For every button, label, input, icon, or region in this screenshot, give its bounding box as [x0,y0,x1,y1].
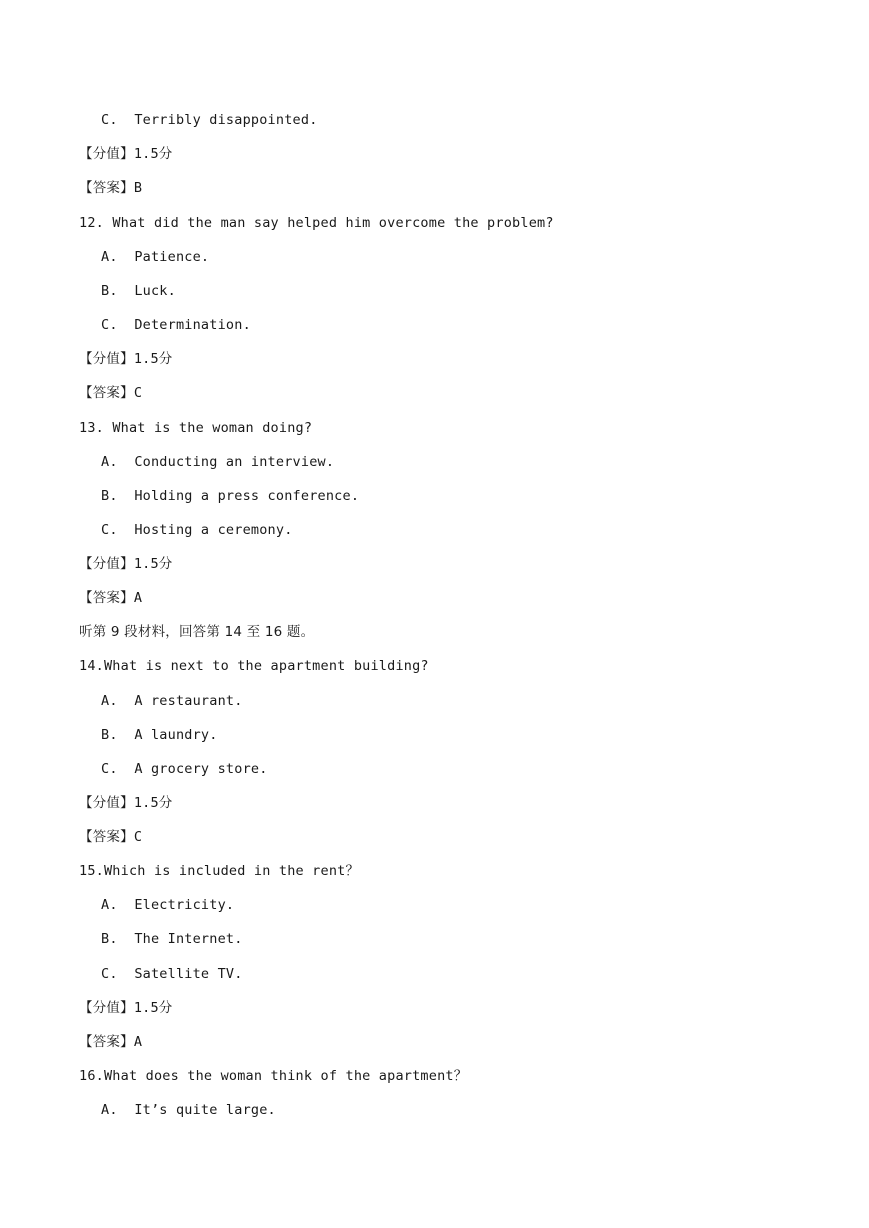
question-12: 12. What did the man say helped him overcome the problem? [79,215,554,231]
question-13: 13. What is the woman doing? [79,420,313,436]
score-15: 【分值】1.5分 [79,1000,173,1016]
answer-12: 【答案】C [79,385,143,401]
option-13c: C. Hosting a ceremony. [101,522,293,538]
option-13b: B. Holding a press conference. [101,488,360,504]
option-11c: C. Terribly disappointed. [101,112,318,128]
answer-14: 【答案】C [79,829,143,845]
question-14: 14.What is next to the apartment building? [79,658,429,674]
option-14c: C. A grocery store. [101,761,268,777]
section-instruction: 听第 9 段材料，回答第 14 至 16 题。 [79,624,315,640]
option-12c: C. Determination. [101,317,251,333]
option-14b: B. A laundry. [101,727,218,743]
option-16a: A. It’s quite large. [101,1102,276,1118]
option-14a: A. A restaurant. [101,693,243,709]
option-12a: A. Patience. [101,249,210,265]
score-11: 【分值】1.5分 [79,146,173,162]
score-14: 【分值】1.5分 [79,795,173,811]
answer-13: 【答案】A [79,590,143,606]
option-15a: A. Electricity. [101,897,235,913]
score-13: 【分值】1.5分 [79,556,173,572]
question-16: 16.What does the woman think of the apartment？ [79,1068,468,1084]
option-15b: B. The Internet. [101,931,243,947]
answer-15: 【答案】A [79,1034,143,1050]
option-12b: B. Luck. [101,283,176,299]
score-12: 【分值】1.5分 [79,351,173,367]
answer-11: 【答案】B [79,180,143,196]
option-13a: A. Conducting an interview. [101,454,335,470]
option-15c: C. Satellite TV. [101,966,243,982]
question-15: 15.Which is included in the rent？ [79,863,360,879]
